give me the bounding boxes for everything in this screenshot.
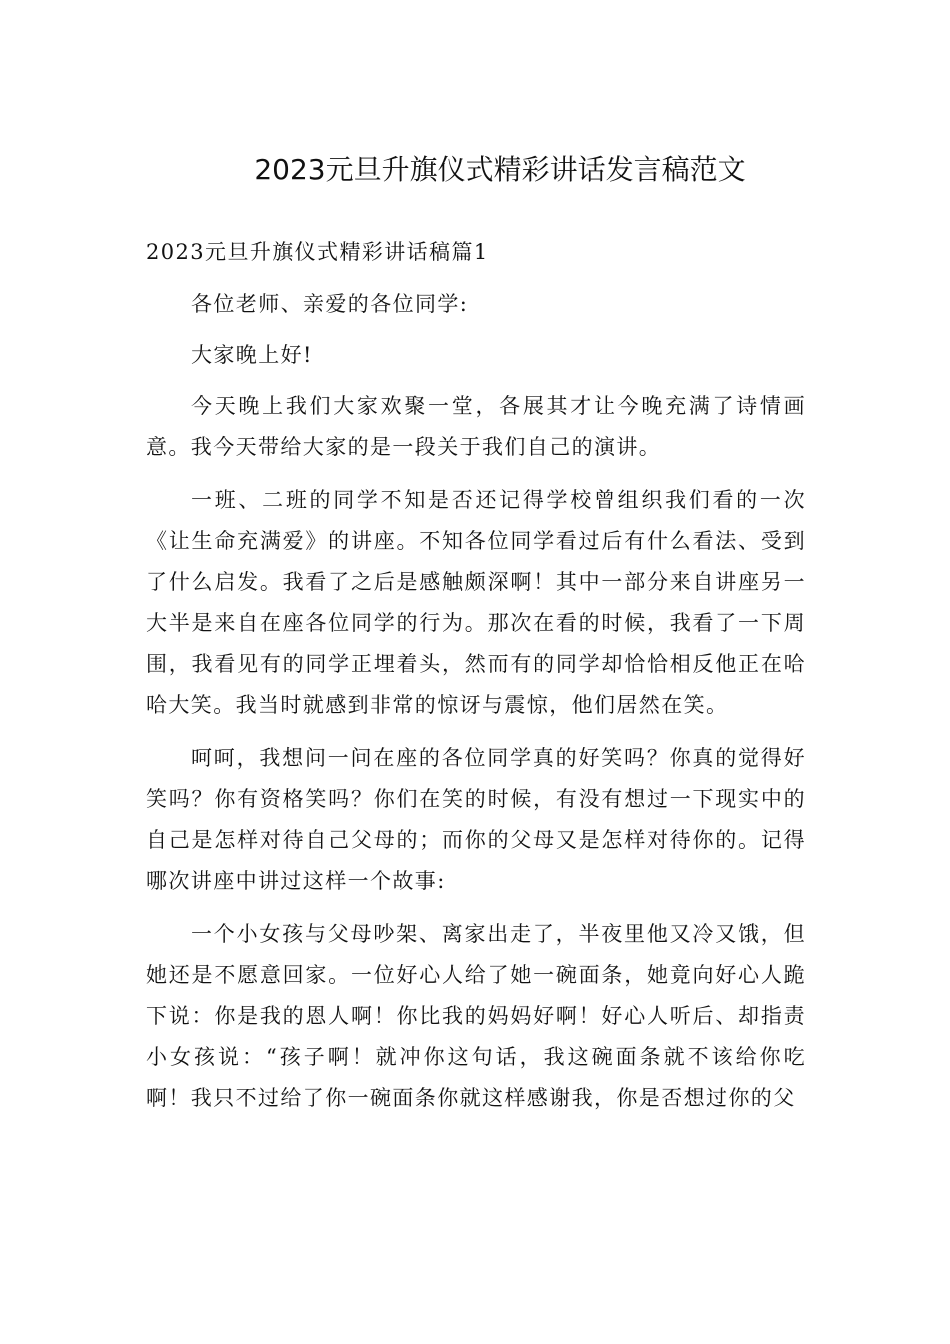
- greeting-paragraph: 大家晚上好!: [191, 343, 313, 367]
- document-body: [146, 232, 806, 1119]
- body-paragraph-3: 呵呵，我想问一问在座的各位同学真的好笑吗？你真的觉得好笑吗？你有资格笑吗？你们在笑的时候，有没有想过一下现实中的自己是怎样对待自己父母的；而你的父母又是怎样对待你的。记得哪次讲座中讲过这样一个故事:: [146, 746, 806, 893]
- salutation-paragraph: 各位老师、亲爱的各位同学:: [191, 292, 469, 316]
- document-title: 2023元旦升旗仪式精彩讲话发言稿范文: [254, 152, 746, 186]
- body-paragraph-4: 一个小女孩与父母吵架、离家出走了，半夜里他又冷又饿，但她还是不愿意回家。一位好心人给了她一碗面条，她竟向好心人跪下说：你是我的恩人啊！你比我的妈妈好啊！好心人听后、却指责小女孩说：“孩子啊！就冲你这句话，我这碗面条就不该给你吃啊！我只不过给了你一碗面条你就这样感谢我，你是否想过你的父: [146, 922, 806, 1110]
- body-paragraph-2: 一班、二班的同学不知是否还记得学校曾组织我们看的一次《让生命充满爱》的讲座。不知各位同学看过后有什么看法、受到了什么启发。我看了之后是感触颇深啊！其中一部分来自讲座另一大半是来自在座各位同学的行为。那次在看的时候，我看了一下周围，我看见有的同学正埋着头，然而有的同学却恰恰相反他正在哈哈大笑。我当时就感到非常的惊讶与震惊，他们居然在笑。: [146, 488, 806, 717]
- section-heading: 2023元旦升旗仪式精彩讲话稿篇1: [146, 240, 489, 264]
- body-paragraph-1: 今天晚上我们大家欢聚一堂，各展其才让今晚充满了诗情画意。我今天带给大家的是一段关于我们自己的演讲。: [146, 394, 806, 459]
